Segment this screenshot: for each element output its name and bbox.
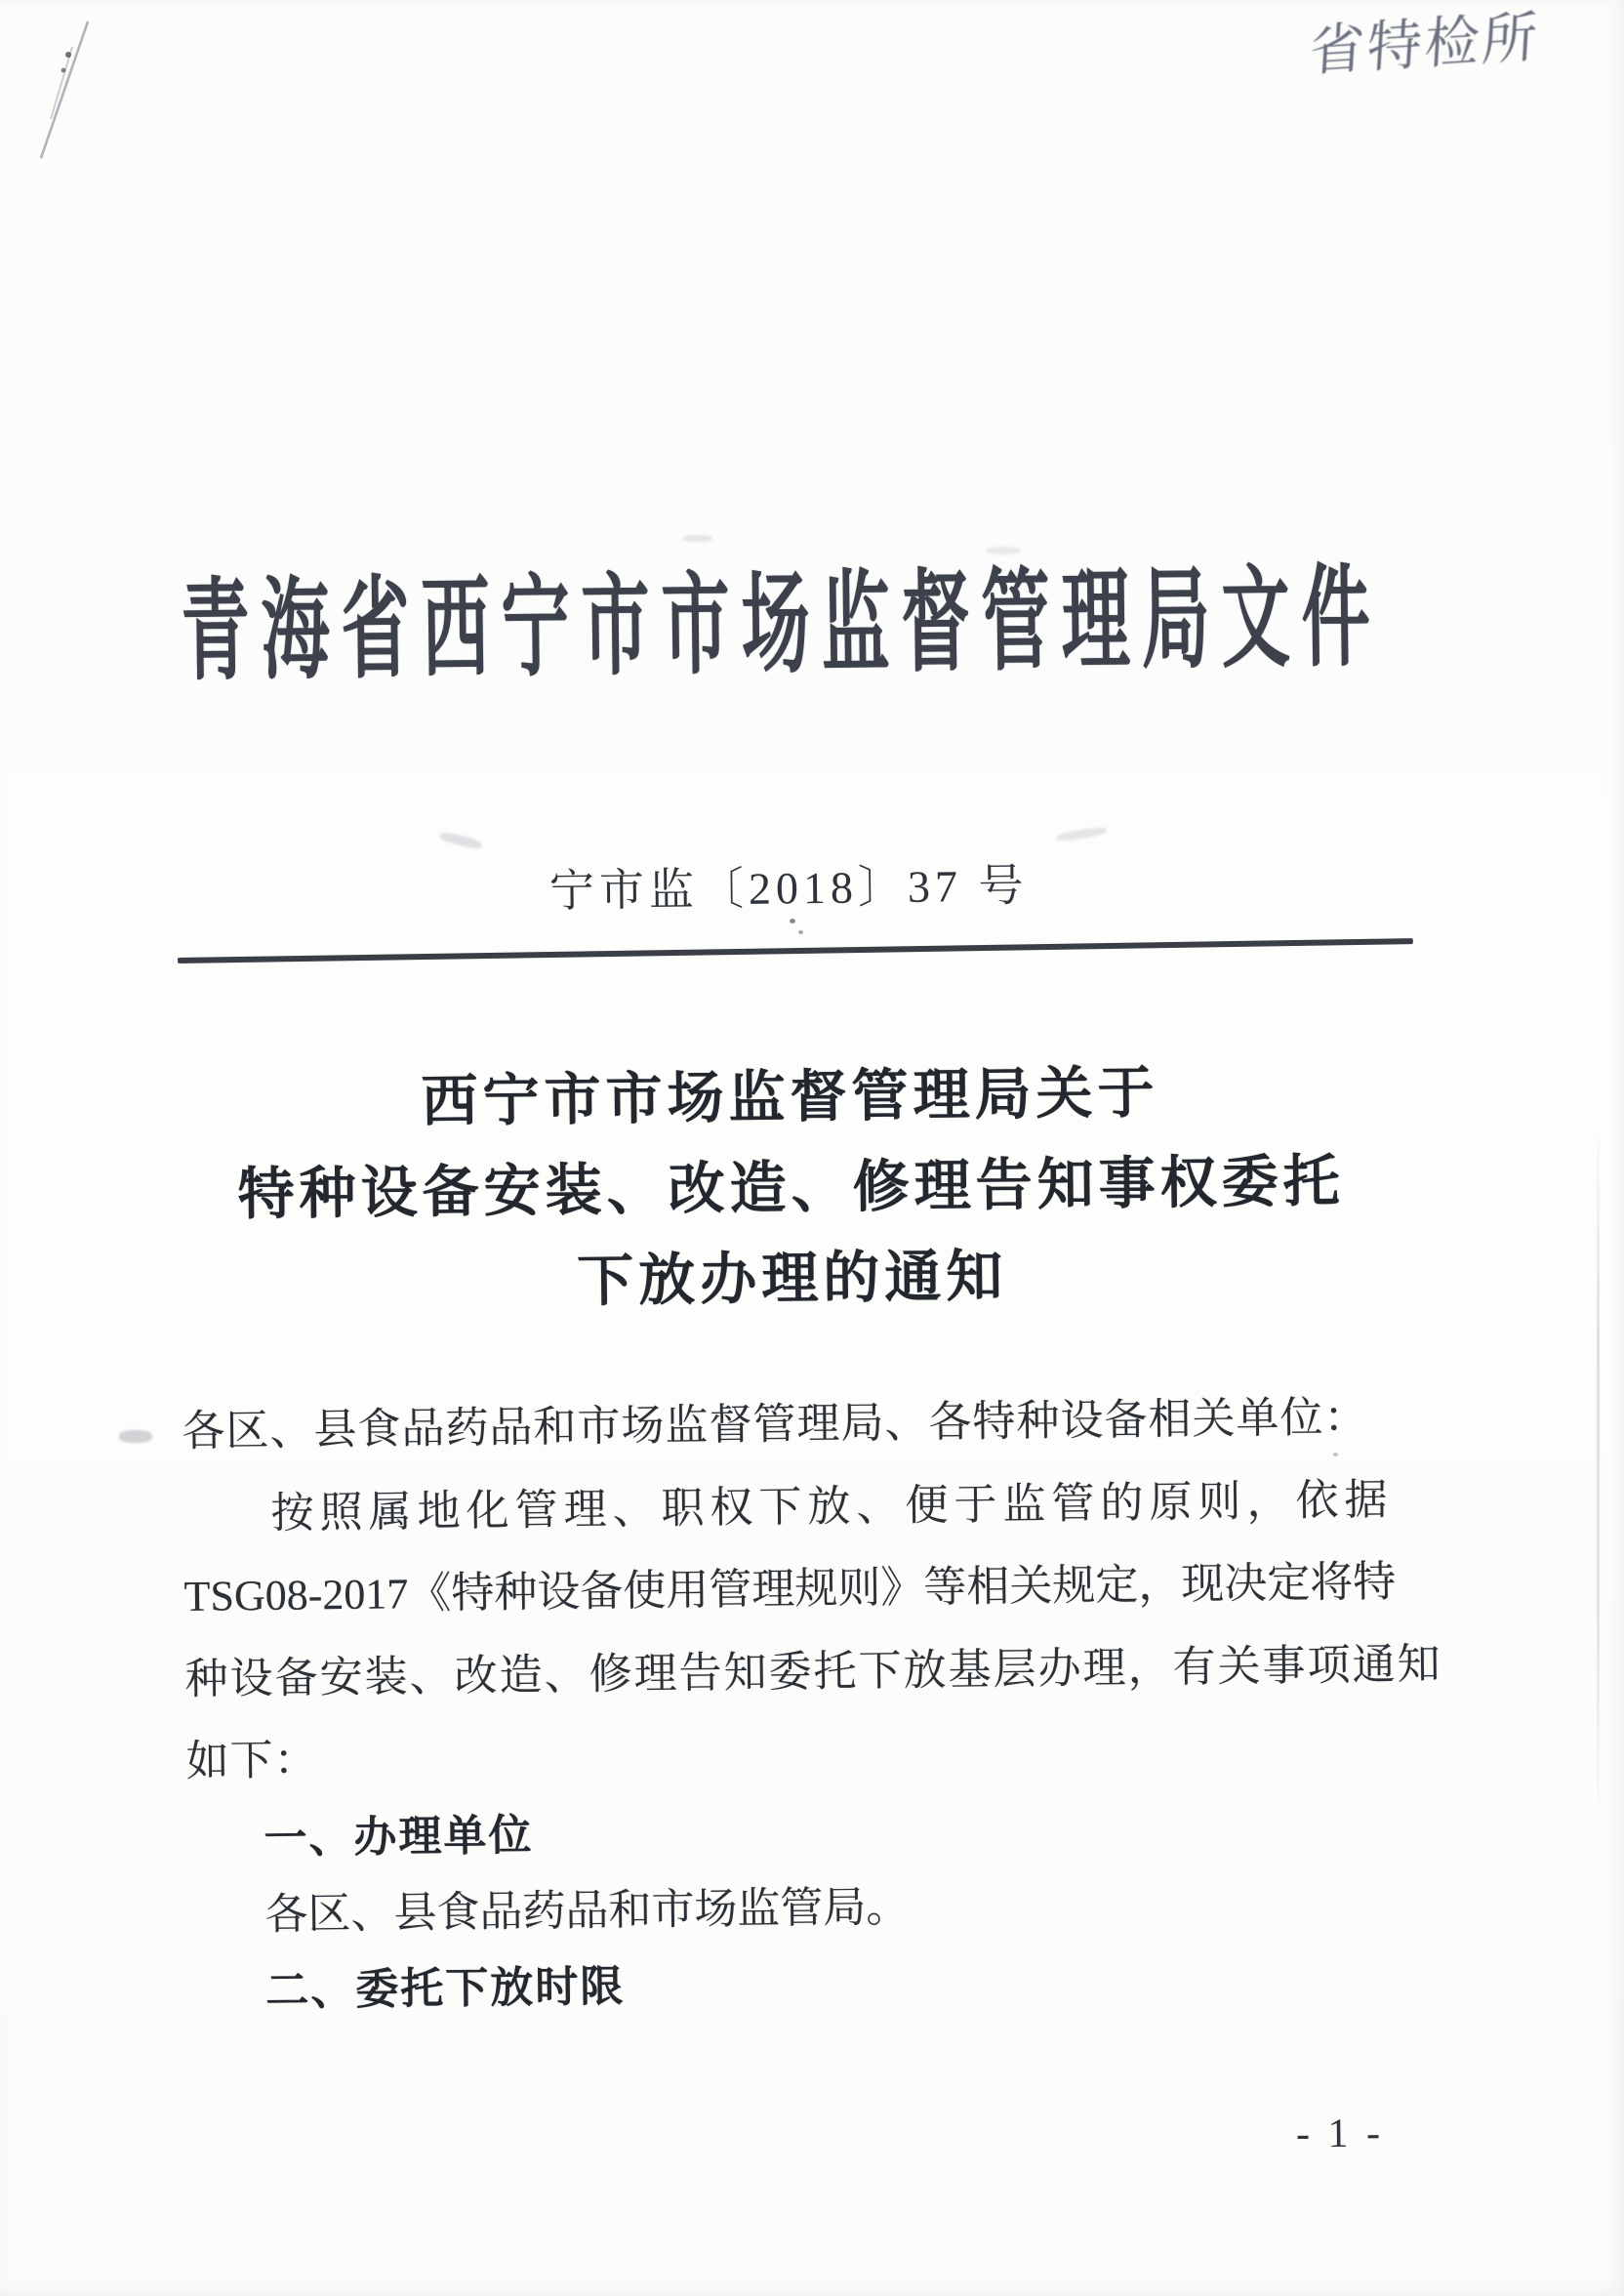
section-heading-1: 一、办理单位 (264, 1811, 534, 1863)
body-line: 种设备安装、改造、修理告知委托下放基层办理，有关事项通知 (184, 1639, 1442, 1703)
scan-speckle (790, 919, 795, 923)
pen-marks-icon (12, 6, 139, 182)
scan-streak (1597, 1123, 1600, 1825)
notice-sections (182, 1787, 1401, 2030)
scan-speckle (683, 535, 712, 542)
scan-speckle (986, 547, 1021, 554)
notice-title-line-3: 下放办理的通知 (576, 1244, 1008, 1314)
body-line: 如下： (185, 1736, 318, 1785)
section-body-1: 各区、县食品药品和市场监管局。 (264, 1882, 910, 1939)
letterhead (0, 558, 1562, 695)
scan-speckle (438, 831, 482, 850)
doc-number: 宁市监〔2018〕37 号 (548, 860, 1029, 917)
body-line: TSG08-2017《特种设备使用管理规则》等相关规定，现决定将特 (183, 1557, 1397, 1620)
section-heading-2: 二、委托下放时限 (265, 1962, 626, 2015)
scan-speckle (119, 1430, 152, 1443)
notice-title-line-2: 特种设备安装、改造、修理告知事权委托 (237, 1149, 1346, 1227)
notice-title (182, 1045, 1401, 1332)
letterhead-org-name: 青海省西宁市市场监督管理局文件 (180, 558, 1383, 695)
scan-speckle (798, 930, 803, 934)
body-line: 按照属地化管理、职权下放、便于监管的原则，依据 (270, 1475, 1394, 1538)
page-number: - 1 - (1295, 2111, 1385, 2157)
header-rule (178, 938, 1413, 964)
notice-body (182, 1376, 1442, 1804)
handwritten-annotation: 省特检所 (1308, 7, 1542, 83)
salutation-line: 各区、县食品药品和市场监督管理局、各特种设备相关单位： (182, 1393, 1368, 1456)
scan-speckle (1056, 826, 1108, 842)
notice-title-line-1: 西宁市市场监督管理局关于 (421, 1060, 1159, 1134)
